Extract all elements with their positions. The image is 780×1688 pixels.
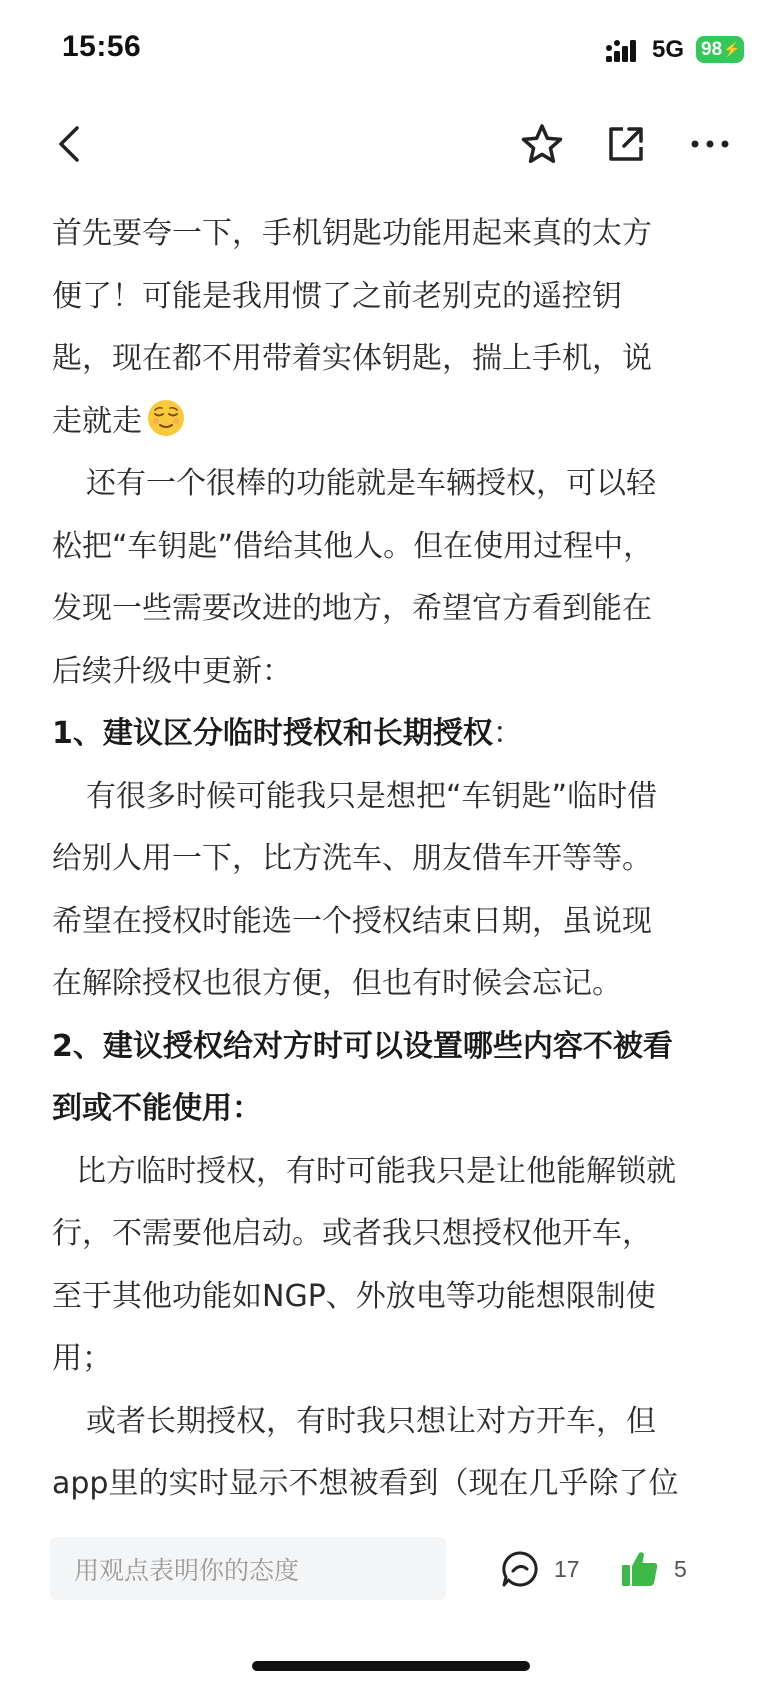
article-line: 便了！可能是我用惯了之前老别克的遥控钥 <box>52 278 622 314</box>
article-line-with-emoji <box>52 391 742 454</box>
article-line: 在解除授权也很方便，但也有时候会忘记。 <box>52 966 622 1001</box>
article-line: 希望在授权时能选一个授权结束日期，虽说现 <box>52 903 652 939</box>
like-button[interactable] <box>620 1544 687 1594</box>
battery-indicator <box>696 36 744 63</box>
article-line: 至于其他功能如NGP、外放电等功能想限制使 <box>52 1278 656 1314</box>
nav-bar <box>0 100 780 190</box>
charging-icon: ⚡ <box>723 41 741 57</box>
signal-icon <box>606 38 644 64</box>
share-button[interactable] <box>598 116 654 172</box>
article-line: 或者长期授权，有时我只想让对方开车，但 <box>86 1403 656 1439</box>
article-line: 松把“车钥匙”借给其他人。但在使用过程中， <box>52 528 654 564</box>
article-line: app里的实时显示不想被看到（现在几乎除了位 <box>52 1466 679 1501</box>
status-bar <box>0 0 780 100</box>
article-line: 发现一些需要改进的地方，希望官方看到能在 <box>52 591 652 626</box>
article-line: 后续升级中更新： <box>52 653 292 689</box>
thumbs-up-icon <box>620 1549 660 1589</box>
article-line: 给别人用一下，比方洗车、朋友借车开等等。 <box>52 841 652 876</box>
article-line: 用； <box>52 1341 112 1376</box>
status-time: 15:56 <box>62 30 142 63</box>
article-line: 首先要夸一下，手机钥匙功能用起来真的太方 <box>52 216 652 251</box>
relieved-face-emoji-icon <box>146 398 186 438</box>
back-icon <box>55 124 85 164</box>
comment-count: 17 <box>554 1555 580 1582</box>
article-heading: 到或不能使用： <box>52 1091 262 1126</box>
article-heading: 2、建议授权给对方时可以设置哪些内容不被看 <box>52 1028 673 1064</box>
network-label: 5G <box>652 36 685 63</box>
article-heading-line <box>52 703 742 766</box>
article-heading: 1、建议区分临时授权和长期授权 <box>52 716 493 751</box>
share-icon <box>606 124 646 164</box>
article-line: 匙，现在都不用带着实体钥匙，揣上手机，说 <box>52 341 652 376</box>
like-count: 5 <box>674 1555 687 1582</box>
favorite-button[interactable] <box>514 116 570 172</box>
more-button[interactable] <box>682 116 738 172</box>
comment-icon <box>500 1549 540 1589</box>
article-body <box>52 203 742 1516</box>
comment-button[interactable] <box>500 1544 580 1594</box>
star-icon <box>520 122 564 166</box>
home-indicator[interactable] <box>252 1661 530 1671</box>
article-line: 还有一个很棒的功能就是车辆授权，可以轻 <box>86 466 656 501</box>
bottom-action-bar <box>0 1530 780 1630</box>
article-line: 比方临时授权，有时可能我只是让他能解锁就 <box>76 1153 676 1189</box>
article-line: 有很多时候可能我只是想把“车钥匙”临时借 <box>86 778 658 814</box>
back-button[interactable] <box>42 116 98 172</box>
more-icon <box>690 138 730 150</box>
comment-input[interactable]: 用观点表明你的态度 <box>50 1537 446 1600</box>
heading-colon: ： <box>492 716 523 751</box>
article-line: 行，不需要他启动。或者我只想授权他开车， <box>52 1216 652 1251</box>
battery-level: 98 <box>701 38 723 60</box>
article-text: 走就走 <box>52 403 142 439</box>
